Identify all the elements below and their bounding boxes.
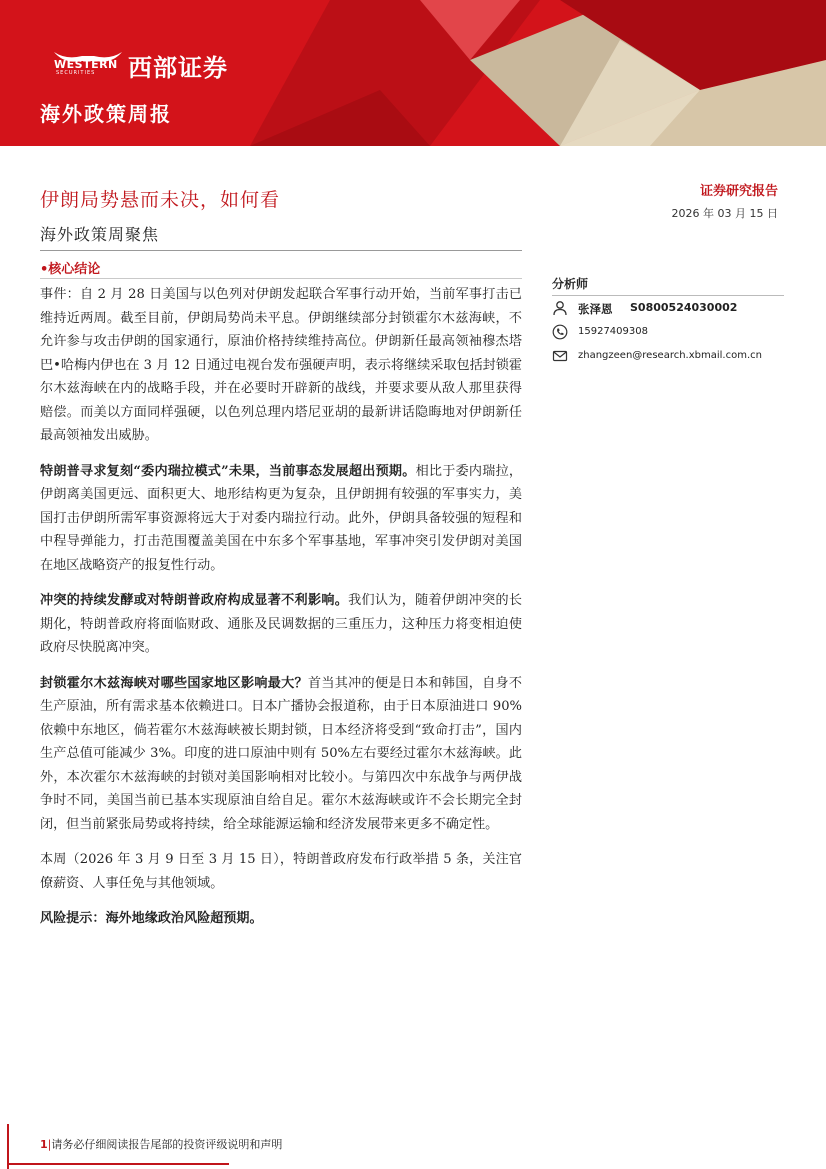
analyst-email[interactable]: zhangzeen@research.xbmail.com.cn [578,350,762,361]
analyst-phone: 15927409308 [578,326,648,337]
document-type: 证券研究报告 [699,184,778,199]
phone-icon [552,324,568,340]
paragraph-lead: 特朗普寻求复刻“委内瑞拉模式”未果，当前事态发展超出预期。 [40,463,416,479]
page-number: 1 [40,1138,48,1151]
logo-english-sub: SECURITIES [56,70,96,76]
analyst-phone-row [552,320,784,344]
report-series-title: 海外政策周报 [40,102,172,126]
analyst-panel [552,275,784,368]
paragraph-lead: 冲突的持续发酵或对特朗普政府构成显著不利影响。 [40,593,349,608]
paragraph-hormuz [40,672,522,837]
corner-decoration-horizontal [7,1163,229,1165]
paragraph-event: 事件：自 2 月 28 日美国与以色列对伊朗发起联合军事行动开始，当前军事打击已维持近两周。截至目前，伊朗局势尚未平息。伊朗继续部分封锁霍尔木兹海峡，不允许参与攻击伊朗的国家通行，原油价格持续维持高位。伊朗新任最高领袖穆杰塔巴•哈梅内伊也在 3 月 12 日通过电视台发布强硬声明，表示将继续采取包括封锁霍尔木兹海峡在内的战略手段，并在必要时开辟新的战线，并要求要从敌人那里获得赔偿。而美以方面同样强硬，以色列总理内塔尼亚胡的最新讲话隐晦地对伊朗新任最高领袖发出威胁。 [40,287,522,443]
paragraph-text: 相比于委内瑞拉，伊朗离美国更远、面积更大、地形结构更为复杂，且伊朗拥有较强的军事实力，美国打击伊朗所需军事资源将远大于对委内瑞拉行动。此外，伊朗具备较强的短程和中程导弹能力，打击范围覆盖美国在中东多个军事基地，军事冲突引发伊朗对美国在地区战略资产的报复性行动。 [40,463,523,573]
footer-separator: | [47,1138,52,1151]
title-divider [40,250,522,251]
footer-disclaimer: 请务必仔细阅读报告尾部的投资评级说明和声明 [51,1138,283,1151]
report-title: 伊朗局势悬而未决，如何看 [40,189,281,211]
analyst-name-row [552,296,784,320]
person-icon [552,300,568,316]
section-heading: •核心结论 [40,262,101,277]
paragraph-text: 我们认为，随着伊朗冲突的长期化，特朗普政府将面临财政、通胀及民调数据的三重压力，这种压力将变相迫使政府尽快脱离冲突。 [40,593,523,655]
analyst-email-row [552,344,784,368]
analyst-certificate: S0800524030002 [630,301,738,314]
paragraph-risk [40,907,522,931]
email-icon [552,348,568,364]
page-footer [40,1136,282,1152]
logo-english: WESTERN [54,58,118,71]
report-body [40,283,522,943]
analyst-name: 张泽恩 [578,302,613,316]
report-subtitle: 海外政策周聚焦 [40,225,160,244]
risk-warning: 风险提示：海外地缘政治风险超预期。 [40,911,263,926]
logo-chinese: 西部证券 [128,54,228,82]
paragraph-lead: 封锁霍尔木兹海峡对哪些国家地区影响最大？ [40,675,308,691]
header-banner [0,0,826,146]
paragraph-impact [40,589,522,660]
paragraph-text: 首当其冲的便是日本和韩国，自身不生产原油，所有需求基本依赖进口。日本广播协会报道称，由于日本原油进口 90%依赖中东地区，倘若霍尔木兹海峡被长期封锁，日本经济将受到“致命打击”，国内生产总值可能减少 3%。印度的进口原油中则有 50%左右要经过霍尔木兹海峡。此外，本次霍尔木兹海峡的封锁对美国影响相对比较小。与第四次中东战争与两伊战争时不同，美国当前已基本实现原油自给自足。霍尔木兹海峡或许不会长期完全封闭，但当前紧张局势或将持续，给全球能源运输和经济发展带来更多不确定性。 [40,675,523,832]
section-divider [40,278,522,279]
paragraph-venezuela [40,460,522,578]
paragraph-weekly: 本周（2026 年 3 月 9 日至 3 月 15 日），特朗普政府发布行政举措 5 条，关注官僚薪资、人事任免与其他领域。 [40,852,522,891]
analyst-label: 分析师 [552,277,589,291]
report-date: 2026 年 03 月 15 日 [671,207,778,220]
